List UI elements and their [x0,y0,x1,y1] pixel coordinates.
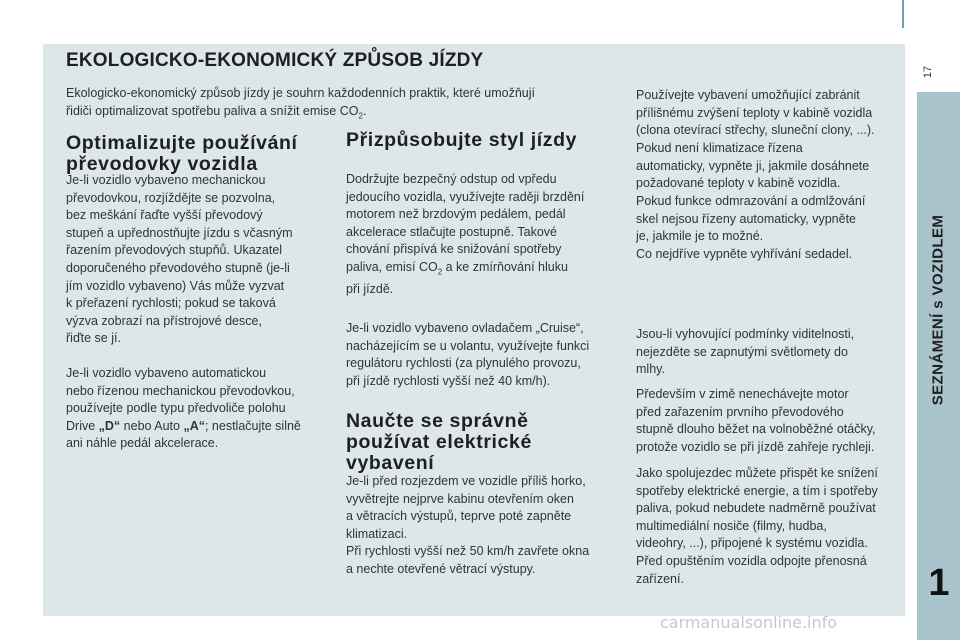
section-heading-electrical-equipment [346,411,616,474]
heading-line: převodovky vozidla [66,153,258,175]
text-line: jedoucího vozidla, využívejte raději brzdění [346,189,585,204]
paragraph-sun-protection [636,87,901,140]
intro-line: Ekologicko-ekonomický způsob jízdy je souhrn každodenních praktik, které umožňují [66,86,535,100]
text-line: ani náhle pedál akcelerace. [66,436,219,451]
text-line: Je-li před rozjezdem ve vozidle příliš horko, [346,474,586,488]
text-line: spotřeby elektrické energie, a tím i spotřeby [636,483,878,498]
text-line: Je-li vozidlo vybaveno mechanickou [66,173,266,187]
text-line: při jízdě rychlosti vyšší než 40 km/h). [346,373,551,388]
paragraph-portable-devices [636,553,901,588]
text-line: Jsou-li vyhovující podmínky viditelnosti, [636,327,855,341]
text-line: klimatizaci. [346,526,408,541]
chapter-label: SEZNÁMENÍ s VOZIDLEM [929,214,947,406]
text-line: požadované teploty v kabině vozidla. [636,176,841,191]
text-line: zařízení. [636,571,684,586]
text-line: automaticky, vypněte ji, jakmile dosáhnete [636,158,870,173]
paragraph-fog-lights [636,326,901,379]
text-line: nebo řízenou mechanickou převodovkou, [66,383,295,398]
text-line: multimediální nosiče (filmy, hudba, [636,518,827,533]
subscript: 2 [437,267,443,277]
intro-text-part: řidiči optimalizovat spotřebu paliva a snížit emise CO [66,104,359,118]
text-line: před zařazením prvního převodového [636,404,844,419]
text-line: řazením převodových stupňů. Ukazatel [66,243,283,258]
paragraph-driving-style [346,171,621,299]
text-part: nebo Auto [120,418,184,433]
chapter-number: 1 [928,562,950,604]
text-line: Před opuštěním vozidla odpojte přenosná [636,554,867,568]
text-line: Používejte vybavení umožňující zabránit [636,88,860,102]
drive-position-label: „D“ [98,418,121,433]
text-line: regulátoru rychlosti (za plynulého provozu, [346,356,581,371]
text-part: ; nestlačujte silně [204,418,301,433]
text-part: a ke zmírňování hluku [442,259,568,274]
section-heading-gearbox [66,133,336,175]
text-line: nejezděte se zapnutými světlomety do [636,344,848,359]
paragraph-passenger-energy [636,465,901,553]
auto-position-label: „A“ [183,418,205,433]
text-line: akcelerace stlačujte postupně. Takové [346,224,558,239]
text-line: mlhy. [636,362,665,377]
text-line: a větracích výstupů, teprve poté zapněte [346,509,572,524]
heading-line: Optimalizujte používání [66,132,298,154]
text-line: stupeň a upřednostňujte jízdu s včasným [66,225,293,240]
text-line: Dodržujte bezpečný odstup od vpředu [346,172,557,186]
paragraph-seat-heating [636,246,901,264]
text-line: je, jakmile je to možné. [636,229,764,244]
text-line: převodovkou, rozjíždějte se pozvolna, [66,190,276,205]
text-line: Je-li vozidlo vybaveno ovladačem „Cruise“, [346,321,584,335]
text-line: řiďte se jí. [66,331,121,346]
text-line: Při rychlosti vyšší než 50 km/h zavřete okna [346,544,590,558]
watermark: carmanualsonline.info [660,613,838,632]
text-line: Pokud není klimatizace řízena [636,141,803,155]
text-line: skel nejsou řízeny automaticky, vypněte [636,211,857,226]
top-accent-line [902,0,904,28]
text-line [346,259,621,281]
intro-line [66,102,606,126]
text-line: při jízdě. [346,282,394,297]
text-line: videohry, ...), připojené k systému vozidla. [636,536,868,551]
paragraph-ventilation [346,473,621,543]
text-line: jím vozidlo vybaveno) Vás může vyzvat [66,278,285,293]
text-line: Především v zimě nenechávejte motor [636,387,849,401]
text-line: nacházejícím se u volantu, využívejte funkci [346,338,590,353]
text-part: paliva, emisí CO [346,259,438,274]
text-line: protože vozidlo se při jízdě zahřeje rychleji. [636,439,875,454]
paragraph-defrosting [636,193,901,246]
section-heading-driving-style: Přizpůsobujte styl jízdy [346,129,578,151]
intro-text-part: . [362,104,367,118]
paragraph-windows [346,543,621,578]
text-line: paliva, pokud nebudete nadměrně používat [636,501,876,516]
text-line: Jako spolujezdec můžete přispět ke snížení [636,466,878,480]
text-line: a nechte otevřené větrací výstupy. [346,561,536,576]
text-line: motorem než brzdovým pedálem, pedál [346,207,566,222]
paragraph-engine-warmup [636,386,901,456]
text-line: (clona otevírací střechy, sluneční clony, ...). [636,123,875,138]
subscript: 2 [358,111,363,121]
text-line: doporučeného převodového stupně (je-li [66,260,290,275]
page-number: 17 [922,65,934,79]
heading-line: vybavení [346,452,435,474]
text-line [66,418,336,436]
text-line: výzva zobrazí na přístrojové desce, [66,313,262,328]
paragraph-manual-gearbox [66,172,336,348]
text-line: používejte podle typu předvoliče polohu [66,401,286,416]
text-line: chování přispívá ke snižování spotřeby [346,242,562,257]
text-line: vyvětrejte nejprve kabinu otevřením oken [346,491,574,506]
text-line: Co nejdříve vypněte vyhřívání sedadel. [636,247,853,261]
text-line: bez meškání řaďte vyšší převodový [66,208,263,223]
text-line: Je-li vozidlo vybaveno automatickou [66,366,267,380]
intro-text [66,84,606,126]
text-line: Pokud funkce odmrazování a odmlžování [636,194,866,208]
text-line: k přeřazení rychlosti; pokud se taková [66,296,276,311]
paragraph-automatic-gearbox [66,365,336,453]
heading-line: používat elektrické [346,431,532,453]
paragraph-cruise-control [346,320,621,390]
heading-line: Naučte se správně [346,410,529,432]
text-line: stupně dlouho běžet na volnoběžné otáčky, [636,422,876,437]
paragraph-air-conditioning [636,140,901,193]
page-title: EKOLOGICKO-EKONOMICKÝ ZPŮSOB JÍZDY [66,50,484,71]
text-part: Drive [66,418,99,433]
text-line: přílišnému zvýšení teploty v kabině vozidla [636,105,873,120]
